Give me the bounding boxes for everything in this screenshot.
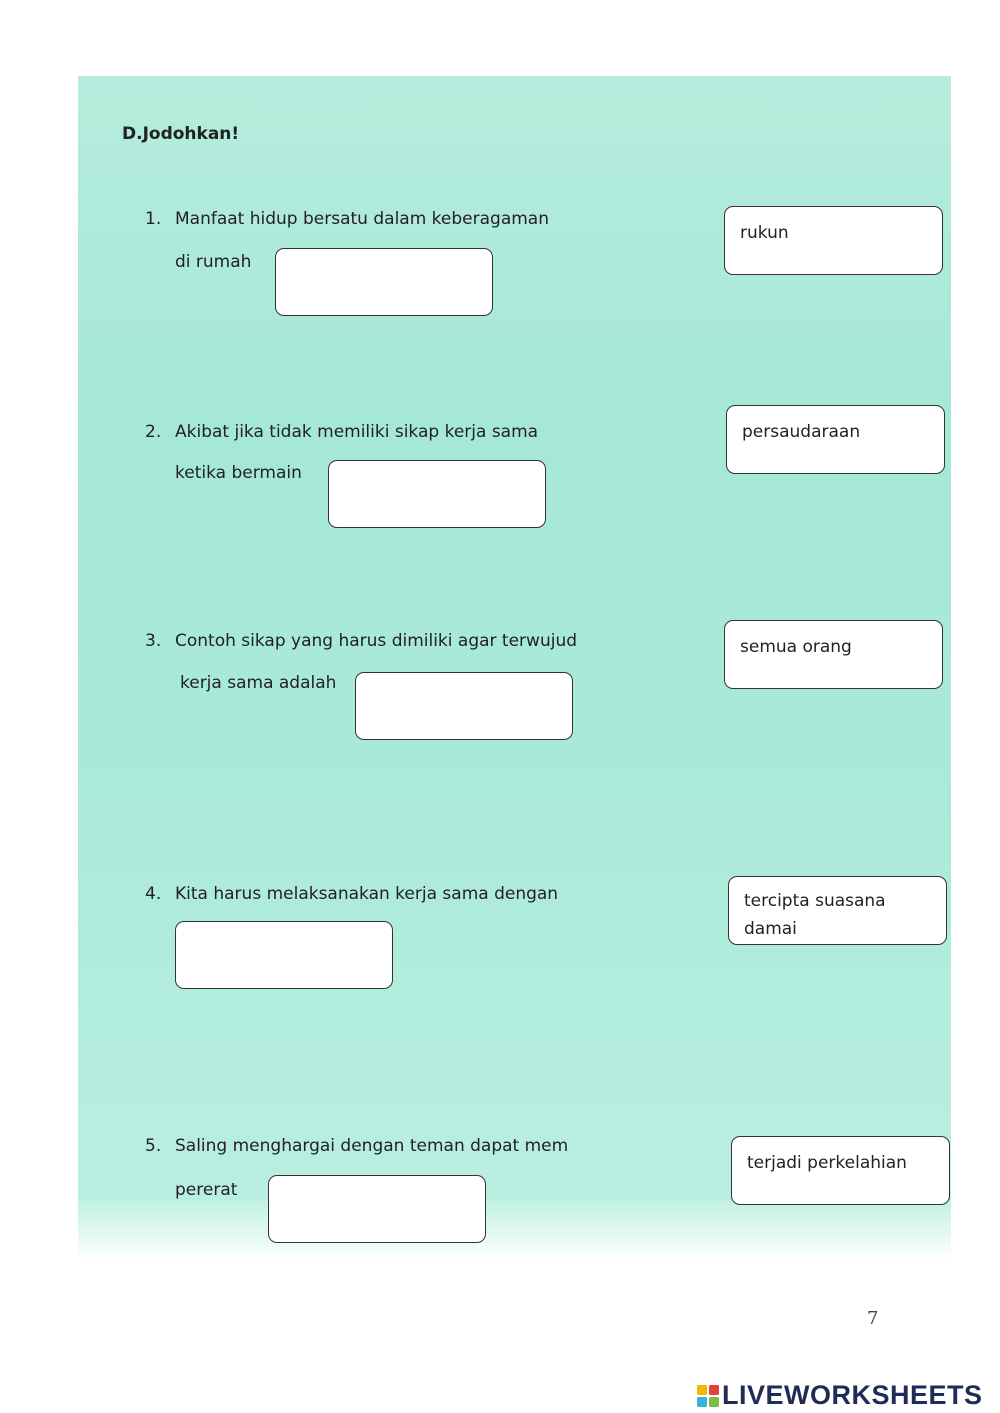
question-1-line1: 1. Manfaat hidup bersatu dalam keberagaman xyxy=(145,209,549,229)
option-terjadi-perkelahian[interactable]: terjadi perkelahian xyxy=(731,1136,950,1205)
page-number: 7 xyxy=(867,1308,879,1329)
answer-drop-box-2[interactable] xyxy=(328,460,546,528)
question-2-number: 2. xyxy=(145,422,162,442)
question-3-line1: 3. Contoh sikap yang harus dimiliki agar terwujud xyxy=(145,631,578,651)
question-2-line2: ketika bermain xyxy=(175,463,302,483)
question-4-number: 4. xyxy=(145,884,162,904)
answer-drop-box-3[interactable] xyxy=(355,672,573,740)
question-5-line1: 5. Saling menghargai dengan teman dapat mem xyxy=(145,1136,569,1156)
liveworksheets-brand xyxy=(697,1380,983,1411)
question-1-number: 1. xyxy=(145,209,162,229)
section-heading: D.Jodohkan! xyxy=(122,124,240,144)
question-5-number: 5. xyxy=(145,1136,162,1156)
question-1-line2: di rumah xyxy=(175,252,252,272)
question-2-line1: 2. Akibat jika tidak memiliki sikap kerja sama xyxy=(145,422,539,442)
question-3-line2: kerja sama adalah xyxy=(180,673,337,693)
option-semua-orang[interactable]: semua orang xyxy=(724,620,943,689)
brand-name: LIVEWORKSHEETS xyxy=(722,1380,983,1410)
answer-drop-box-5[interactable] xyxy=(268,1175,486,1243)
option-tercipta-suasana-damai[interactable]: tercipta suasana damai xyxy=(728,876,947,945)
question-5-line2: pererat xyxy=(175,1180,238,1200)
option-rukun[interactable]: rukun xyxy=(724,206,943,275)
question-4-line1: 4. Kita harus melaksanakan kerja sama dengan xyxy=(145,884,559,904)
option-persaudaraan[interactable]: persaudaraan xyxy=(726,405,945,474)
answer-drop-box-1[interactable] xyxy=(275,248,493,316)
liveworksheets-logo-icon xyxy=(697,1385,719,1407)
answer-drop-box-4[interactable] xyxy=(175,921,393,989)
question-3-number: 3. xyxy=(145,631,162,651)
